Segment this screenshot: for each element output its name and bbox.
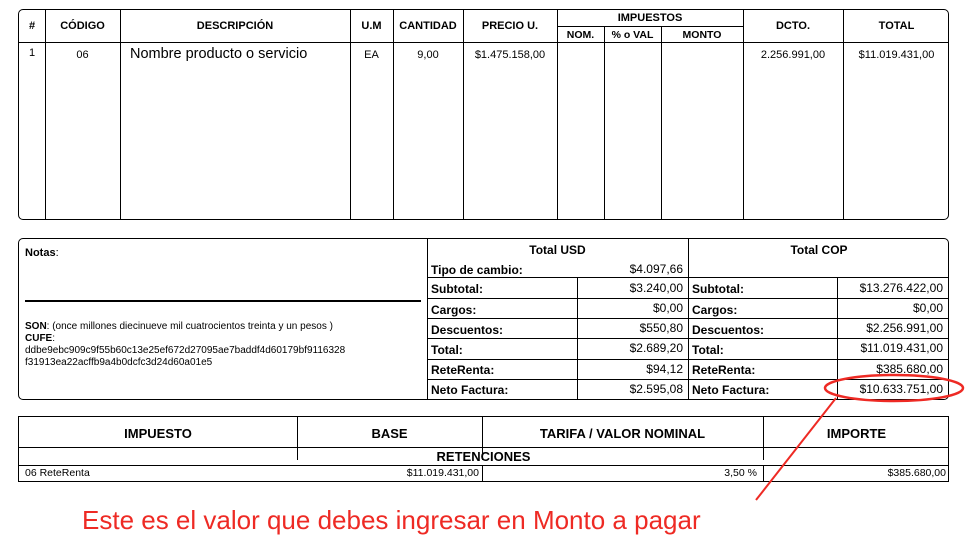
cop-label-subtotal: Subtotal: [692, 282, 744, 296]
usd-header: Total USD [529, 243, 586, 257]
usd-value-neto: $2.595,08 [629, 382, 683, 396]
highlight-ellipse [825, 375, 963, 401]
cop-label-descuentos: Descuentos: [692, 323, 765, 337]
header-taxes-nom: NOM. [566, 29, 595, 41]
taxes-row-tarifa: 3,50 % [724, 467, 757, 479]
usd-label-cargos: Cargos: [431, 303, 477, 317]
annotation-text: Este es el valor que debes ingresar en Monto a pagar [82, 505, 701, 535]
row-quantity: 9,00 [417, 49, 439, 61]
usd-label-neto: Neto Factura: [431, 383, 509, 397]
header-taxes-amount: MONTO [682, 29, 722, 41]
taxes-header-base: BASE [371, 426, 408, 441]
cop-label-total: Total: [692, 343, 724, 357]
cop-header: Total COP [790, 243, 848, 257]
row-num: 1 [28, 47, 36, 59]
cop-value-reterenta: $385.680,00 [876, 362, 943, 376]
header-unit-price: PRECIO U. [481, 20, 539, 32]
row-discount: 2.256.991,00 [760, 49, 826, 61]
usd-value-descuentos: $550,80 [639, 321, 683, 335]
taxes-header-impuesto: IMPUESTO [124, 426, 192, 441]
usd-exchange-value: $4.097,66 [629, 262, 683, 276]
row-unit-price: $1.475.158,00 [474, 49, 546, 61]
usd-exchange-label: Tipo de cambio: [431, 263, 523, 277]
cop-label-reterenta: ReteRenta: [692, 363, 756, 377]
usd-value-total: $2.689,20 [629, 341, 683, 355]
cop-value-subtotal: $13.276.422,00 [859, 281, 943, 295]
header-quantity: CANTIDAD [399, 20, 457, 32]
cop-value-descuentos: $2.256.991,00 [866, 321, 943, 335]
header-code: CÓDIGO [60, 20, 105, 32]
header-taxes-group: IMPUESTOS [617, 12, 683, 24]
cop-label-cargos: Cargos: [692, 303, 738, 317]
header-unit: U.M [361, 20, 382, 32]
usd-label-descuentos: Descuentos: [431, 323, 504, 337]
annotation-arrow [756, 398, 836, 500]
cop-label-neto: Neto Factura: [692, 383, 770, 397]
header-taxes-pct: % o VAL [611, 29, 654, 41]
row-code: 06 [76, 49, 89, 61]
usd-label-total: Total: [431, 343, 463, 357]
taxes-row-impuesto: 06 ReteRenta [25, 467, 90, 479]
row-unit: EA [364, 49, 379, 61]
taxes-row-importe: $385.680,00 [887, 467, 946, 479]
retenciones-title: RETENCIONES [436, 449, 531, 464]
header-discount: DCTO. [775, 20, 811, 32]
cop-value-cargos: $0,00 [912, 301, 943, 315]
notes-label: Notas: [25, 247, 59, 259]
cop-value-total: $11.019.431,00 [860, 341, 943, 355]
usd-label-subtotal: Subtotal: [431, 282, 483, 296]
taxes-header-tarifa: TARIFA / VALOR NOMINAL [539, 426, 706, 441]
header-num: # [28, 20, 36, 32]
usd-value-reterenta: $94,12 [646, 362, 683, 376]
cop-value-neto: $10.633.751,00 [859, 382, 943, 396]
taxes-row-base: $11.019.431,00 [406, 467, 479, 479]
taxes-header-importe: IMPORTE [826, 426, 887, 441]
usd-value-subtotal: $3.240,00 [629, 281, 683, 295]
notes-cufe-label: CUFE: [25, 333, 56, 344]
header-description: DESCRIPCIÓN [196, 20, 274, 32]
usd-value-cargos: $0,00 [652, 301, 683, 315]
row-description: Nombre producto o servicio [130, 46, 308, 62]
cufe-line-2: f31913ea22acffb9a4b0dcfc3d24d60a01e5 [25, 357, 213, 368]
header-total: TOTAL [878, 20, 915, 32]
cufe-line-1: ddbe9ebc909c9f55b60c13e25ef672d27095ae7baddf4d60179bf9116328 [25, 345, 346, 356]
row-total: $11.019.431,00 [858, 49, 935, 61]
notes-son: SON: (once millones diecinueve mil cuatrocientos treinta y un pesos ) [25, 321, 333, 332]
usd-label-reterenta: ReteRenta: [431, 363, 495, 377]
